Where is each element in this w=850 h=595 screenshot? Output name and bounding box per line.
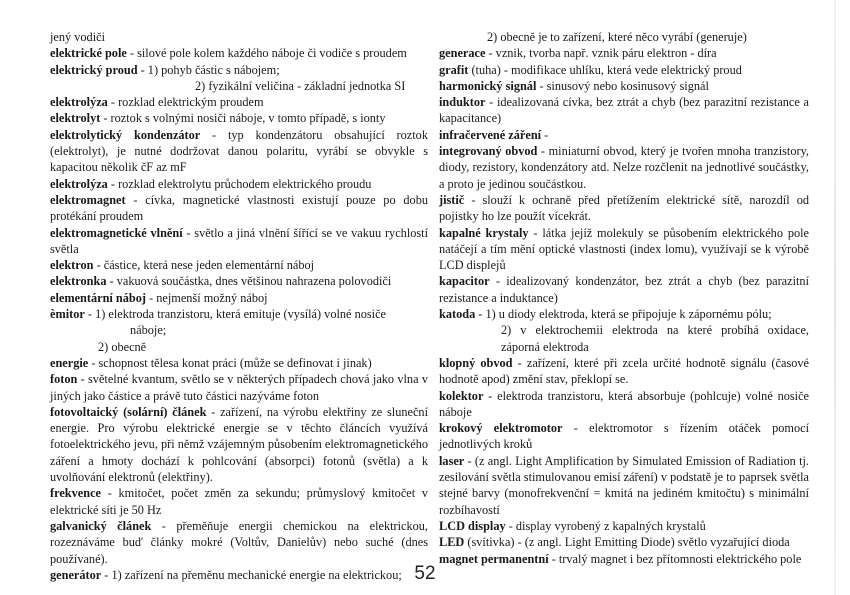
glossary-entry	[439, 127, 809, 143]
glossary-term: elektromagnet	[50, 192, 126, 207]
glossary-entry	[439, 225, 809, 274]
glossary-definition: - sinusový nebo kosinusový signál	[536, 78, 709, 93]
glossary-definition: - (z angl. Light Amplification by Simulated Emission of Radiation tj. zesilování světla stimulovanou emisí záření) v podstatě je to paprsek světla stejné barvy (monofrekvenční = kmitá na jediném kmitočtu) s minimální rozbíhavostí	[439, 453, 809, 517]
glossary-term: elektronka	[50, 274, 107, 289]
glossary-definition: - elektromotor s řízením otáček pomocí jednotlivých kroků	[439, 421, 809, 452]
glossary-term: èmitor	[50, 307, 85, 322]
glossary-term: elektron	[50, 258, 94, 273]
page-number: 52	[414, 563, 436, 584]
glossary-definition: - 1) zařízení na přeměnu mechanické energie na elektrickou;	[101, 567, 402, 582]
glossary-term: generace	[439, 46, 486, 61]
glossary-entry	[50, 176, 428, 192]
scan-edge-shadow	[834, 0, 836, 595]
glossary-definition: - rozklad elektrickým proudem	[107, 95, 264, 110]
glossary-entry	[439, 453, 809, 518]
glossary-entry	[439, 306, 809, 322]
glossary-term: kapalné krystaly	[439, 225, 529, 240]
glossary-definition: - zařízení, na výrobu elektřiny ze sluneční energie. Pro výrobu elektrické energie se v těchto článcích využívá fotoelektrického jevu, při němž vzájemným působením elektromagnetického záření a hmoty dochází k pohlcování (absorpci) fotonů (světla) a k uvolňování elektronů (elektřiny).	[50, 404, 429, 485]
glossary-term: grafit	[439, 62, 469, 77]
glossary-entry	[439, 78, 809, 94]
glossary-term: krokový elektromotor	[439, 421, 563, 436]
glossary-definition: - trvalý magnet i bez přítomnosti elektrického pole	[548, 551, 802, 566]
glossary-term: kapacitor	[439, 274, 490, 289]
glossary-entry	[439, 94, 809, 127]
glossary-term: elektrické pole	[50, 46, 127, 61]
glossary-entry	[50, 192, 428, 225]
glossary-term: integrovaný obvod	[439, 144, 538, 159]
glossary-definition: - světlo a jiná vlnění šířící se ve vakuu rychlostí světla	[50, 225, 428, 256]
glossary-definition: - zařízení, které při zcela určité hodnotě signálu (časové hodnotě apod) změní stav, překlopí se.	[439, 355, 809, 387]
glossary-subentry: 2) fyzikální veličina - základní jednotka SI	[195, 78, 406, 93]
glossary-term: energie	[50, 355, 89, 370]
glossary-term: galvanický článek	[50, 518, 152, 533]
glossary-definition: - roztok s volnými nosiči náboje, v tomto případě, s ionty	[100, 111, 386, 126]
glossary-entry	[439, 192, 809, 225]
glossary-definition: jený vodiči	[50, 30, 105, 44]
glossary-definition: - miniaturní obvod, který je tvořen mnoha tranzistory, diody, rezistory, kondenzátory atd. Nelze rozčlenit na jednotlivé součástky, a proto je jedinou součástkou.	[439, 144, 809, 191]
glossary-term: laser	[439, 453, 465, 468]
glossary-definition: - schopnost tělesa konat práci (může se definovat i jinak)	[88, 355, 372, 370]
glossary-entry	[439, 355, 809, 388]
glossary-entry	[439, 62, 809, 78]
glossary-definition: - látka jejíž molekuly se působením elektrického pole natáčejí a tím mění optické vlastnosti (index lomu), využívají se k výrobě LCD displejů	[439, 225, 809, 273]
glossary-subentry: 2) v elektrochemii elektroda na které probíhá oxidace, záporná elektroda	[501, 323, 809, 354]
glossary-definition: - světelné kvantum, světlo se v některých případech chová jako vlna v jiných jako částice a právě tuto částici nazýváme foton	[50, 372, 428, 403]
glossary-entry	[50, 94, 428, 110]
glossary-definition: - display vyrobený z kapalných krystalů	[505, 518, 706, 533]
glossary-subentry: 2) obecně	[98, 339, 147, 354]
glossary-entry	[50, 127, 428, 176]
glossary-term: frekvence	[50, 486, 101, 501]
glossary-entry	[50, 29, 428, 45]
glossary-entry	[439, 551, 809, 567]
glossary-term: elektrolýza	[50, 95, 108, 110]
glossary-entry	[50, 485, 428, 518]
glossary-entry	[439, 420, 809, 453]
glossary-term: elektrický proud	[50, 62, 138, 77]
glossary-entry	[439, 518, 809, 534]
glossary-entry	[439, 273, 809, 306]
glossary-term: elektrolytický kondenzátor	[50, 127, 201, 142]
glossary-term: katoda	[439, 307, 476, 322]
glossary-entry	[50, 45, 428, 61]
left-column	[50, 29, 428, 583]
glossary-definition: - typ kondenzátoru obsahující roztok (elektrolyt), je nutné dodržovat danou polaritu, vyrábí se obvykle s kapacitou několik čF az mF	[50, 127, 428, 175]
glossary-term: elektrolyt	[50, 111, 101, 126]
glossary-entry	[50, 306, 428, 322]
right-column	[439, 29, 809, 567]
glossary-definition: - vznik, tvorba např. vznik páru elektron - díra	[485, 46, 717, 61]
glossary-definition: - rozklad elektrolytu průchodem elektrického proudu	[107, 176, 372, 191]
glossary-entry	[439, 534, 809, 550]
glossary-subentry: 2) obecně je to zařízení, které něco vyrábí (generuje)	[487, 30, 747, 44]
glossary-term: LED	[439, 535, 465, 550]
glossary-term: magnet permanentní	[439, 551, 549, 566]
glossary-definition: - idealizovaná cívka, bez ztrát a chyb (bez parazitní rezistance a kapacitance)	[439, 95, 809, 126]
glossary-term: generátor	[50, 567, 102, 582]
glossary-entry	[50, 371, 428, 404]
glossary-term: kolektor	[439, 388, 484, 403]
glossary-term: elementární náboj	[50, 290, 146, 305]
glossary-term: jistič	[439, 192, 465, 207]
glossary-term: LCD display	[439, 518, 506, 533]
glossary-term: elektrolýza	[50, 176, 108, 191]
glossary-entry	[50, 355, 428, 371]
glossary-entry	[439, 45, 809, 61]
glossary-definition: - 1) u diody elektroda, která se připojuje k zápornému pólu;	[475, 307, 772, 322]
glossary-definition: - 1) elektroda tranzistoru, která emituje (vysílá) volné nosiče	[84, 307, 386, 322]
glossary-term: fotovoltaický (solární) článek	[50, 404, 207, 419]
glossary-definition: - silové pole kolem každého náboje či vodiče s proudem	[126, 46, 407, 61]
glossary-term: harmonický signál	[439, 78, 537, 93]
glossary-definition: (svítivka) - (z angl. Light Emitting Diode) světlo vyzařující dioda	[464, 535, 790, 550]
glossary-term: induktor	[439, 95, 486, 110]
glossary-entry	[50, 567, 428, 583]
glossary-entry	[439, 143, 809, 192]
glossary-entry	[439, 388, 809, 421]
glossary-definition: - vakuová součástka, dnes většinou nahrazena polovodiči	[106, 274, 392, 289]
glossary-definition: - cívka, magnetické vlastnosti existují pouze po dobu protékání proudem	[50, 192, 428, 224]
glossary-entry	[50, 110, 428, 126]
glossary-definition: - 1) pohyb částic s nábojem;	[137, 62, 280, 77]
glossary-entry	[50, 518, 428, 567]
glossary-definition: - idealizovaný kondenzátor, bez ztrát a chyb (bez parazitní rezistance a induktance)	[439, 274, 809, 305]
glossary-term: infračervené záření	[439, 127, 542, 142]
glossary-definition: - elektroda tranzistoru, která absorbuje (pohlcuje) volné nosiče náboje	[439, 388, 809, 419]
glossary-term: elektromagnetické vlnění	[50, 225, 183, 240]
glossary-definition: (tuha) - modifikace uhlíku, která vede elektrický proud	[468, 62, 742, 77]
glossary-subentry: náboje;	[130, 323, 167, 338]
glossary-entry	[50, 273, 428, 289]
glossary-definition: - částice, která nese jeden elementární náboj	[93, 258, 315, 273]
glossary-definition: - kmitočet, počet změn za sekundu; průmyslový kmitočet v elektrické síti je 50 Hz	[50, 486, 428, 517]
glossary-entry	[50, 404, 428, 485]
glossary-definition: - slouží k ochraně před přetížením elektrické sítě, narozdíl od pojistky ho lze použít vícekrát.	[439, 192, 809, 224]
glossary-entry	[50, 62, 428, 78]
glossary-definition: -	[541, 127, 549, 142]
glossary-definition: - přeměňuje energii chemickou na elektrickou, rozeznáváme buď články mokré (Voltův, Danielův) nebo suché (dnes používané).	[50, 518, 428, 566]
glossary-entry	[50, 257, 428, 273]
glossary-entry	[50, 225, 428, 258]
glossary-term: klopný obvod	[439, 355, 513, 370]
glossary-definition: - nejmenší možný náboj	[145, 290, 268, 305]
glossary-entry	[50, 290, 428, 306]
glossary-term: foton	[50, 372, 78, 387]
